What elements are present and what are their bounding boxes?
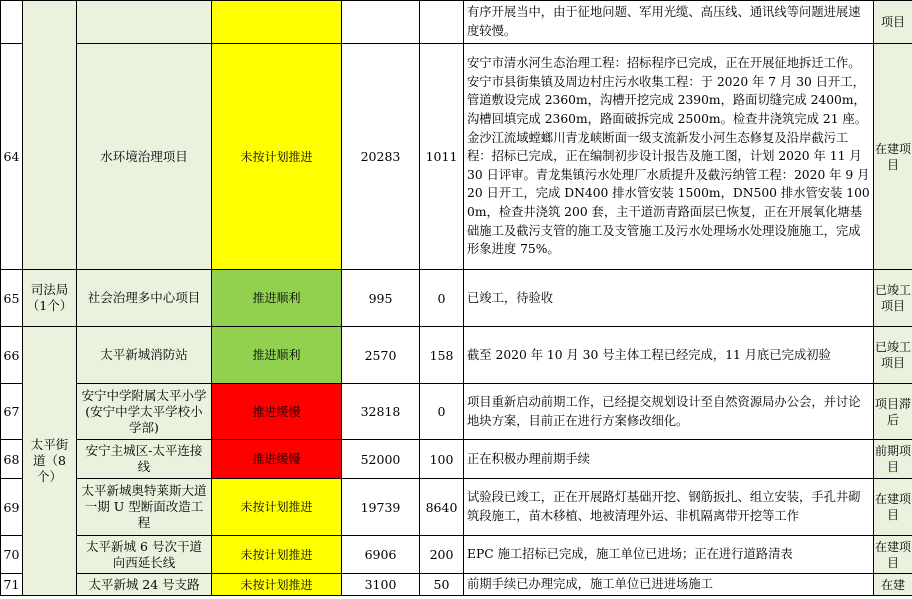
table-row (1, 574, 912, 596)
project-name: 安宁中学附属太平小学(安宁中学太平学校小学部) (77, 384, 212, 440)
progress-text: EPC 施工招标已完成，施工单位已进场；正在进行道路清表 (464, 536, 874, 574)
progress-text: 正在积极办理前期手续 (464, 440, 874, 479)
progress-status: 未按计划推进 (212, 536, 342, 574)
project-name: 安宁主城区-太平连接线 (77, 440, 212, 479)
project-status: 在建项目 (874, 536, 912, 574)
completed: 8640 (420, 479, 464, 536)
dept-cell (23, 1, 77, 270)
project-status: 项目 (874, 1, 912, 44)
progress-text: 项目重新启动前期工作，已经提交规划设计至自然资源局办公会，并讨论地块方案，目前正在进行方案修改细化。 (464, 384, 874, 440)
investment: 20283 (342, 44, 420, 270)
project-name: 太平新城消防站 (77, 327, 212, 384)
progress-status: 未按计划推进 (212, 44, 342, 270)
project-name: 水环境治理项目 (77, 44, 212, 270)
table-row (1, 384, 912, 440)
completed: 200 (420, 536, 464, 574)
table-row (1, 270, 912, 327)
dept-cell: 司法局（1个） (23, 270, 77, 327)
completed: 0 (420, 270, 464, 327)
row-number: 64 (1, 44, 23, 270)
progress-text: 截至 2020 年 10 月 30 号主体工程已经完成，11 月底已完成初验 (464, 327, 874, 384)
completed: 0 (420, 384, 464, 440)
project-status: 项目滞后 (874, 384, 912, 440)
row-number: 68 (1, 440, 23, 479)
project-status: 在建 (874, 574, 912, 596)
progress-status: 推进顺利 (212, 327, 342, 384)
row-number: 67 (1, 384, 23, 440)
progress-status: 推进顺利 (212, 270, 342, 327)
progress-status: 未按计划推进 (212, 574, 342, 596)
investment: 52000 (342, 440, 420, 479)
progress-status: 推进缓慢 (212, 440, 342, 479)
completed (420, 1, 464, 44)
progress-text: 安宁市清水河生态治理工程：招标程序已完成，正在开展征地拆迁工作。安宁市县街集镇及周边村庄污水收集工程：于 2020 年 7 月 30 日开工，管道敷设完成 2360m，沟槽开挖完成 2390m，路面切缝完成 2400m，沟槽回填完成 2360m，路面破拆完成 2500m。检查井浇筑完成 21 座。金沙江流域螳螂川青龙峡断面一级支流新发小河生态修复及沿岸截污工程：招标已完成，正在编制初步设计报告及施工图，计划 2020 年 11 月 30 日评审。青龙集镇污水处理厂水质提升及截污纳管工程：2020 年 9 月 20 日开工，完成 DN400 排水管安装 1500m，DN500 排水管安装 1000m，检查井浇筑 200 套，主干道沥青路面层已恢复，正在开展氧化塘基础施工及截污支管的施工及支管施工及污水处理场水处理设施施工，完成形象进度 75%。 (464, 44, 874, 270)
row-number: 66 (1, 327, 23, 384)
completed: 1011 (420, 44, 464, 270)
project-status: 已竣工项目 (874, 270, 912, 327)
investment: 995 (342, 270, 420, 327)
project-status: 在建项目 (874, 479, 912, 536)
progress-text: 前期手续已办理完成，施工单位已进进场施工 (464, 574, 874, 596)
progress-text: 试验段已竣工，正在开展路灯基础开挖、钢筋扳扎、组立安装，手孔井砌筑段施工，苗木移植、地被清理外运、非机隔离带开挖等工作 (464, 479, 874, 536)
row-number: 71 (1, 574, 23, 596)
table-row (1, 327, 912, 384)
row-number (1, 1, 23, 44)
table-row (1, 440, 912, 479)
project-name: 社会治理多中心项目 (77, 270, 212, 327)
progress-status: 未按计划推进 (212, 479, 342, 536)
completed: 158 (420, 327, 464, 384)
project-status: 已竣工项目 (874, 327, 912, 384)
project-name: 太平新城 24 号支路 (77, 574, 212, 596)
dept-cell: 太平街道（8个） (23, 327, 77, 596)
project-status: 前期项目 (874, 440, 912, 479)
progress-status (212, 1, 342, 44)
project-name: 太平新城 6 号次干道向西延长线 (77, 536, 212, 574)
investment: 2570 (342, 327, 420, 384)
progress-status: 推进缓慢 (212, 384, 342, 440)
table-row (1, 44, 912, 270)
investment: 19739 (342, 479, 420, 536)
progress-text: 有序开展当中，由于征地问题、军用光缆、高压线、通讯线等问题进展速度较慢。 (464, 1, 874, 44)
project-status: 在建项目 (874, 44, 912, 270)
investment: 6906 (342, 536, 420, 574)
completed: 100 (420, 440, 464, 479)
row-number: 65 (1, 270, 23, 327)
progress-text: 已竣工，待验收 (464, 270, 874, 327)
table-row (1, 536, 912, 574)
project-name (77, 1, 212, 44)
row-number: 70 (1, 536, 23, 574)
row-number: 69 (1, 479, 23, 536)
completed: 50 (420, 574, 464, 596)
project-name: 太平新城奥特莱斯大道一期 U 型断面改造工程 (77, 479, 212, 536)
table-row (1, 479, 912, 536)
investment: 3100 (342, 574, 420, 596)
investment (342, 1, 420, 44)
table-row (1, 1, 912, 44)
investment: 32818 (342, 384, 420, 440)
